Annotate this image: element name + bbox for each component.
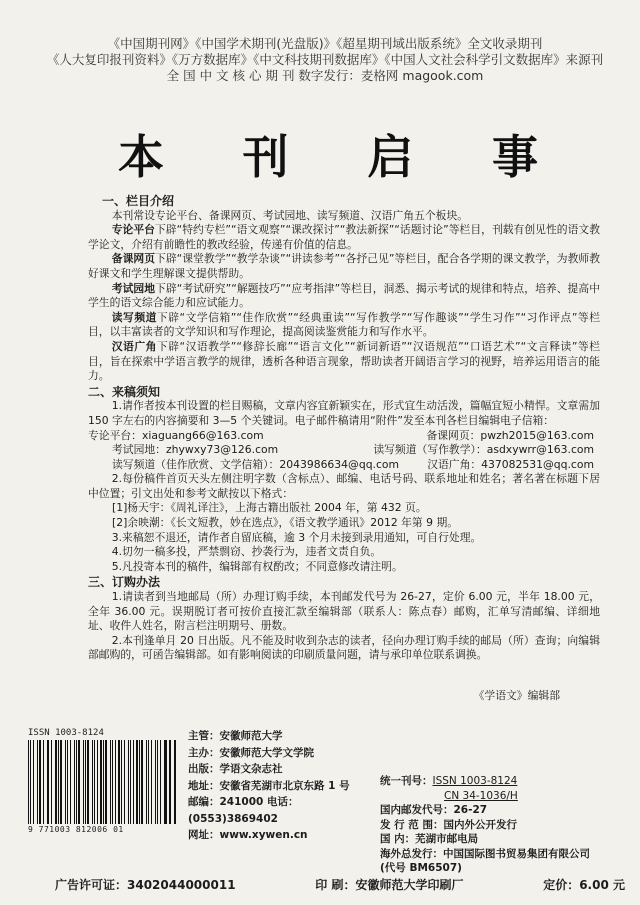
printer: 印 刷：安徽师范大学印刷厂: [315, 878, 464, 892]
registration-info: [380, 774, 620, 876]
barcode-bar: [160, 740, 161, 824]
barcode-bar: [164, 740, 165, 824]
pub-website[interactable]: 网址：www.xywen.cn: [188, 829, 308, 841]
email-zhuanlun[interactable]: 专论平台：xiaguang66@163.com: [88, 428, 264, 442]
barcode-bar: [39, 740, 41, 824]
barcode-bar: [155, 740, 156, 824]
reg-scope: 发 行 范 围：国内外公开发行: [380, 818, 517, 831]
column-item: 备课网页下辟“课堂教学”“教学杂谈”“讲读参考”“各抒己见”等栏目，配合各学期的课文教学，为教师教好课文和学生理解课文提供帮助。: [88, 252, 600, 280]
submission-rule-5: 5.凡投寄本刊的稿件，编辑部有权酌改；不同意修改请注明。: [111, 559, 403, 573]
barcode-bar: [112, 740, 113, 824]
submission-rule-1: 1.请作者按本刊设置的栏目赐稿，文章内容宜新颖实在，形式宜生动活泼，篇幅宜短小精悍。文章需加 150 字左右的内容摘要和 3—5 个关键词。电子邮件稿请用“附件”发至本刊各栏目编辑电子信箱：: [88, 399, 600, 427]
barcode-bar: [55, 740, 56, 824]
barcode-bar: [124, 740, 125, 824]
column-item: 考试园地下辟“考试研究”“解题技巧”“应考指津”等栏目，洞悉、揭示考试的规律和特点，培养、提高中学生的语文综合能力和应试能力。: [88, 281, 600, 310]
page-title: [118, 128, 538, 186]
barcode-issn: ISSN 1003-8124: [28, 728, 104, 738]
ad-license: 广告许可证：3402044000011: [55, 878, 236, 892]
barcode-bar: [118, 740, 120, 824]
reference-example: [2]余映潮：《长文短教，妙在选点》，《语文教学通讯》2012 年第 9 期。: [112, 516, 459, 530]
barcode-bar: [43, 740, 44, 824]
email-beike[interactable]: 备课网页：pwzh2015@163.com: [426, 428, 594, 442]
barcode-bar: [100, 740, 101, 824]
email-kaoshi[interactable]: 考试园地：zhywxy73@126.com: [112, 443, 279, 457]
title-char: 启: [367, 130, 414, 184]
email-duxie-read[interactable]: 读写频道（佳作欣赏、文学信箱）：2043986634@qq.com: [112, 457, 400, 471]
barcode-bar: [136, 740, 137, 824]
section-heading-subscription: 三、订购办法: [88, 575, 161, 590]
index-statement: [30, 36, 620, 84]
barcode-bar: [97, 740, 98, 824]
barcode-bar: [65, 740, 66, 824]
barcode-bar: [58, 740, 59, 824]
pub-address: 地址：安徽省芜湖市北京东路 1 号: [188, 779, 350, 792]
reg-overseas: 海外总发行：中国国际图书贸易集团有限公司: [380, 847, 590, 860]
barcode-bar: [165, 740, 166, 824]
barcode-bar: [74, 740, 75, 824]
submission-rule-2: 2.每份稿件首页天头左侧注明字数（含标点）、邮编、电话号码、联系地址和姓名；著名著在标题下居中位置；引文出处和参考文献按以下格式：: [88, 472, 600, 500]
reg-postal-code: 国内邮发代号：26-27: [380, 804, 488, 816]
index-line: 全 国 中 文 核 心 期 刊 数字发行：麦格网 magook.com: [166, 68, 484, 83]
title-char: 事: [491, 130, 538, 184]
pub-zhuguan: 主管：安徽师范大学: [188, 730, 283, 742]
columns-intro: 本刊常设专论平台、备课网页、考试园地、读写频道、汉语广角五个板块。: [111, 208, 469, 222]
reg-serial: 统一刊号：ISSN 1003-8124: [380, 775, 518, 787]
barcode-bars: [28, 740, 178, 824]
barcode-bar: [141, 740, 143, 824]
barcode-bar: [37, 740, 38, 824]
barcode-bar: [121, 740, 122, 824]
email-row: [88, 429, 600, 444]
barcode-bar: [174, 740, 175, 824]
barcode-bar: [67, 740, 68, 824]
barcode-bar: [87, 740, 89, 824]
barcode-bar: [94, 740, 95, 824]
barcode-bar: [83, 740, 84, 824]
email-duxie-write[interactable]: 读写频道（写作教学）：asdxywrr@163.com: [373, 443, 594, 457]
barcode: [28, 728, 178, 848]
barcode-bar: [70, 740, 71, 824]
barcode-bar: [115, 740, 116, 824]
barcode-bar: [157, 740, 158, 824]
barcode-bar: [51, 740, 52, 824]
barcode-bar: [151, 740, 152, 824]
barcode-bar: [48, 740, 49, 824]
barcode-bar: [110, 740, 111, 824]
subscription-rule-1: 1.请读者到当地邮局（所）办理订购手续，本刊邮发代号为 26-27，定价 6.00 元，半年 18.00 元，全年 36.00 元。误期脱订者可按价直接汇款至编辑部（联系人：陈点春）邮购，汇单写清邮编、详细地址、收件人姓名，附言栏注明期号、册数。: [88, 590, 600, 633]
barcode-bar: [92, 740, 93, 824]
column-item: 汉语广角下辟“汉语教学”“修辞长廊”“语言文化”“新词新语”“汉语规范”“口语艺术”“文言释读”等栏目，旨在探索中学语言教学的规律，透析各种语言现象，帮助读者开阔语言学习的视野，培养运用语言的能力。: [88, 339, 601, 383]
index-line: 《人大复印报刊资料》《万方数据库》《中文科技期刊数据库》《中国人文社会科学引文数据库》来源刊: [46, 52, 604, 67]
barcode-bar: [133, 740, 134, 824]
barcode-bar: [28, 740, 29, 824]
reg-domestic: 国 内：芜湖市邮电局: [380, 833, 479, 845]
barcode-bar: [130, 740, 131, 824]
barcode-bar: [148, 740, 149, 824]
email-row: [88, 443, 600, 458]
pub-zhuban: 主办：安徽师范大学文学院: [188, 746, 314, 759]
submission-rule-4: 4.切勿一稿多投，严禁剽窃、抄袭行为，违者文责自负。: [111, 545, 382, 559]
barcode-bar: [76, 740, 77, 824]
barcode-bar: [175, 740, 176, 824]
section-heading-submission: 二、来稿须知: [88, 384, 161, 399]
pub-phone: 邮编：241000 电话：(0553)3869402: [188, 796, 299, 825]
submission-rule-3: 3.来稿恕不退还，请作者自留底稿，逾 3 个月未接到录用通知，可自行处理。: [111, 530, 482, 544]
notice-body: [88, 193, 600, 704]
subscription-rule-2: 2.本刊逢单月 20 日出版。凡不能及时收到杂志的读者，径向办理订购手续的邮局（所）查询；向编辑部邮购的，可函告编辑部。如有影响阅读的印刷质量问题，请与承印单位联系调换。: [88, 633, 600, 662]
email-row: [88, 458, 600, 473]
barcode-digits: 9 771003 812006 01: [28, 825, 124, 834]
barcode-bar: [47, 740, 48, 824]
title-char: 刊: [242, 130, 289, 184]
price: 定价：6.00 元: [543, 878, 625, 892]
barcode-bar: [139, 740, 140, 824]
barcode-bar: [103, 740, 104, 824]
barcode-bar: [78, 740, 79, 824]
barcode-bar: [105, 740, 106, 824]
barcode-bar: [146, 740, 147, 824]
barcode-bar: [33, 740, 34, 824]
reg-cn: CN 34-1036/H: [444, 789, 518, 802]
reg-overseas-code: (代号 BM6507): [380, 862, 462, 874]
publisher-info: [188, 728, 388, 844]
section-heading-columns: 一、栏目介绍: [102, 194, 175, 208]
column-item: 读写频道下辟“文学信箱”“佳作欣赏”“经典重读”“写作教学”“写作趣谈”“学生习作”“习作评点”等栏目，以丰富读者的文学知识和写作理论，提高阅读鉴赏能力和写作水平。: [88, 310, 601, 339]
index-line: 《中国期刊网》《中国学术期刊(光盘版)》《超星期刊域出版系统》全文收录期刊: [107, 36, 543, 51]
column-item: 专论平台下辟“特约专栏”“语文观察”“课改探讨”“教法新探”“话题讨论”等栏目，刊载有创见性的语文教学论文，介绍有前瞻性的教改经验，传递有价值的信息。: [88, 223, 601, 251]
pub-chuban: 出版：学语文杂志社: [188, 763, 283, 775]
bottom-line: [55, 876, 625, 893]
barcode-bar: [85, 740, 86, 824]
title-char: 本: [118, 130, 164, 184]
barcode-bar: [128, 740, 129, 824]
editorial-signature: 《学语文》编辑部: [473, 689, 560, 702]
barcode-bar: [60, 740, 62, 824]
barcode-bar: [30, 740, 31, 824]
email-hanyu[interactable]: 汉语广角：437082531@qq.com: [427, 457, 594, 471]
barcode-bar: [169, 740, 171, 824]
reference-example: [1]杨天宇：《周礼译注》，上海古籍出版社 2004 年，第 432 页。: [112, 501, 427, 515]
